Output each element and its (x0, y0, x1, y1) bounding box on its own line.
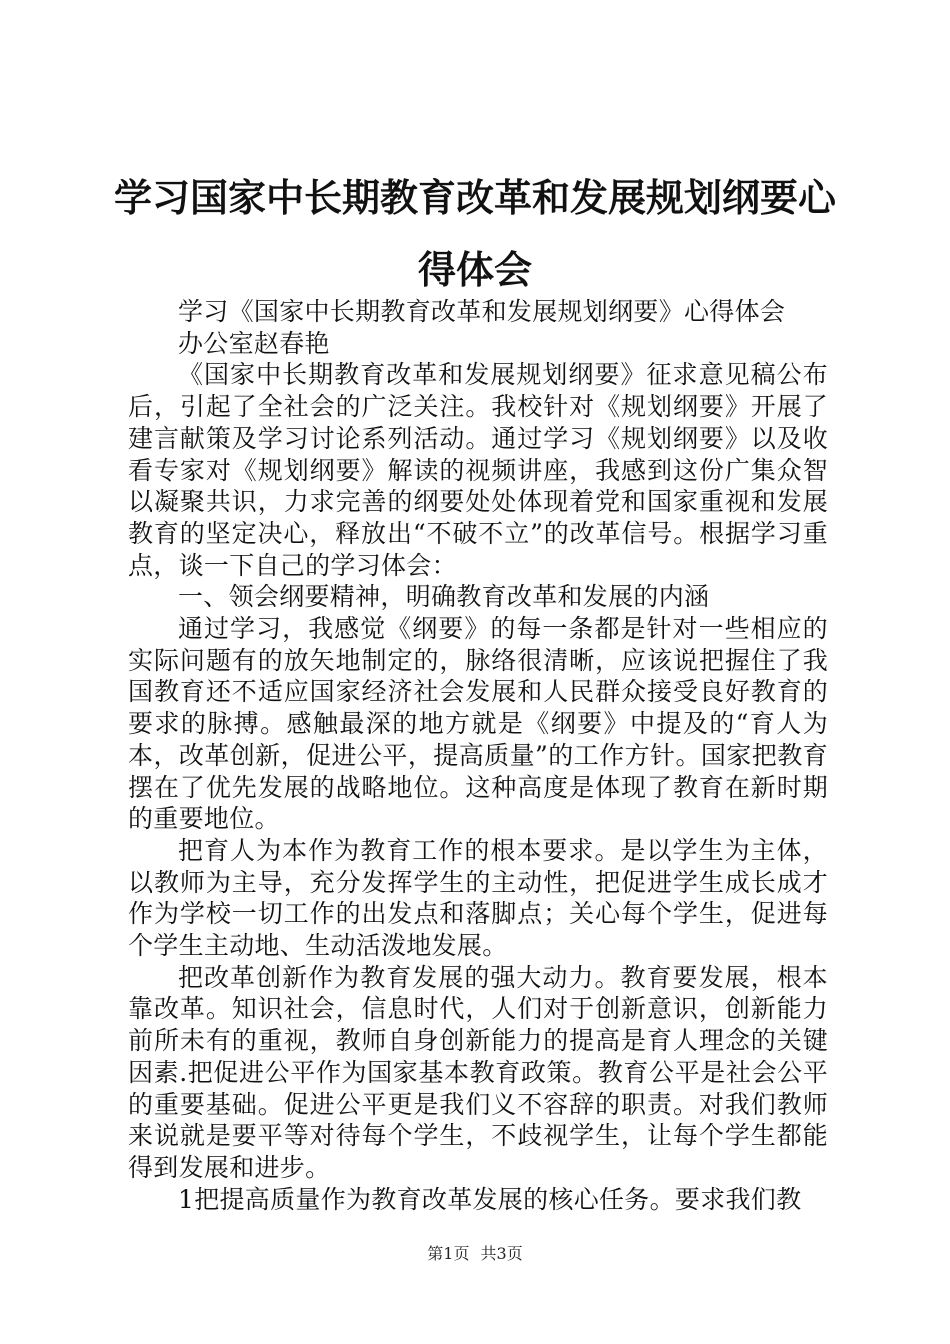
paragraph-subtitle: 学习《国家中长期教育改革和发展规划纲要》心得体会 (178, 297, 786, 326)
paragraph-author: 办公室赵春艳 (178, 328, 330, 358)
paragraph-body: 通过学习，我感觉《纲要》的每一条都是针对一些相应的实际问题有的放矢地制定的，脉络很清晰，应该说把握住了我国教育还不适应国家经济社会发展和人民群众接受良好教育的要求的脉搏。感触最深的地方就是《纲要》中提及的“育人为本，改革创新，促进公平，提高质量”的工作方针。国家把教育摆在了优先发展的战略地位。这种高度是体现了教育在新时期的重要地位。 (128, 614, 828, 834)
paragraph-body: 1把提高质量作为教育改革发展的核心任务。要求我们教 (178, 1184, 802, 1214)
page-total: 共3页 (480, 1244, 523, 1263)
paragraph-body: 把改革创新作为教育发展的强大动力。教育要发展，根本靠改革。知识社会，信息时代，人们对于创新意识，创新能力前所未有的重视，教师自身创新能力的提高是育人理念的关键因素.把促进公平作为国家基本教育政策。教育公平是社会公平的重要基础。促进公平更是我们义不容辞的职责。对我们教师来说就是要平等对待每个学生，不歧视学生，让每个学生都能得到发展和进步。 (128, 962, 828, 1182)
paragraph-intro: 《国家中长期教育改革和发展规划纲要》征求意见稿公布后，引起了全社会的广泛关注。我校针对《规划纲要》开展了建言献策及学习讨论系列活动。通过学习《规划纲要》以及收看专家对《规划纲要》解读的视频讲座，我感到这份广集众智以凝聚共识，力求完善的纲要处处体现着党和国家重视和发展教育的坚定决心，释放出“不破不立”的改革信号。根据学习重点，谈一下自己的学习体会： (128, 360, 828, 580)
document-body (128, 296, 828, 1215)
page-number: 第1页 (427, 1244, 470, 1263)
page-footer (0, 1244, 950, 1264)
page-title: 学习国家中长期教育改革和发展规划纲要心得体会 (113, 176, 836, 292)
section-heading: 一、领会纲要精神，明确教育改革和发展的内涵 (178, 582, 710, 612)
paragraph-body: 把育人为本作为教育工作的根本要求。是以学生为主体，以教师为主导，充分发挥学生的主动性，把促进学生成长成才作为学校一切工作的出发点和落脚点；关心每个学生，促进每个学生主动地、生动活泼地发展。 (128, 835, 828, 961)
